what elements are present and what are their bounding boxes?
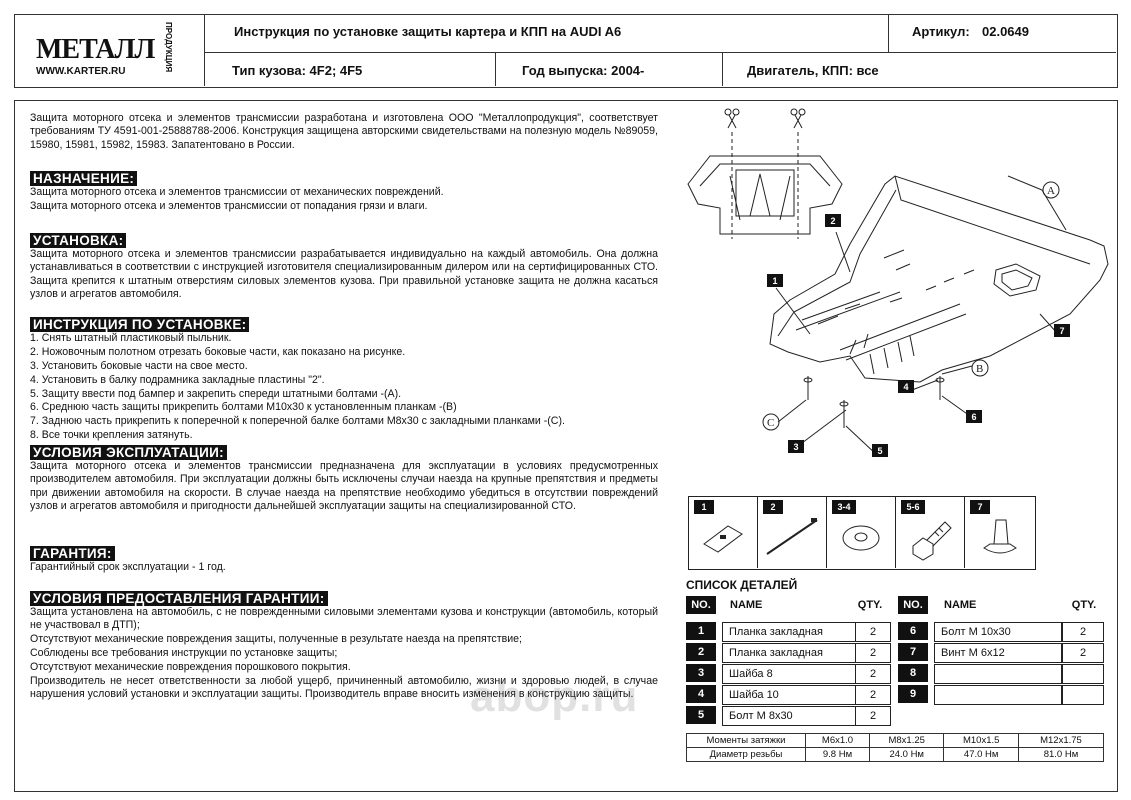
torque-label: Диаметр резьбы <box>687 748 806 762</box>
step-5: 5. Защиту ввести под бампер и закрепить спереди штатными болтами -(A). <box>30 388 402 400</box>
row-name: Винт М 6х12 <box>934 643 1062 663</box>
engine: Двигатель, КПП: все <box>747 63 879 78</box>
warranty-conditions-title: УСЛОВИЯ ПРЕДОСТАВЛЕНИЯ ГАРАНТИИ: <box>30 591 328 606</box>
label-letter-c: C <box>767 417 775 429</box>
torque-row-sizes <box>687 734 1104 748</box>
row-no: 3 <box>686 664 716 682</box>
row-no: 5 <box>686 706 716 724</box>
parts-header-qty: QTY. <box>857 599 883 611</box>
row-name: Шайба 8 <box>722 664 856 684</box>
row-qty: 2 <box>855 664 891 684</box>
installation-diagram <box>670 104 1110 474</box>
scissors-icon <box>791 109 805 128</box>
operation-title: УСЛОВИЯ ЭКСПЛУАТАЦИИ: <box>30 445 227 460</box>
row-qty: 2 <box>1062 622 1104 642</box>
warranty-conditions-text1: Защита установлена на автомобиль, с не поврежденными силовыми элементами кузова и конструкции (автомобиль, который не участвовал в ДТП); <box>30 606 658 632</box>
row-no: 9 <box>898 685 928 703</box>
label-letter-b: B <box>976 363 984 375</box>
part-number-tags <box>767 214 1070 457</box>
row-name: Шайба 10 <box>722 685 856 705</box>
screw-icon <box>980 514 1020 562</box>
article-label: Артикул: <box>912 24 970 39</box>
row-no: 6 <box>898 622 928 640</box>
part-icon-2 <box>757 496 827 568</box>
part-icon-7 <box>964 496 1034 568</box>
washer-icon <box>838 520 884 556</box>
warranty-title: ГАРАНТИЯ: <box>30 546 115 561</box>
step-6: 6. Среднюю часть защиты прикрепить болтами М10х30 к установленным планкам -(B) <box>30 401 457 413</box>
tag-6: 6 <box>971 412 977 422</box>
logo-sub: ПРОДУКЦИЯ <box>164 22 173 73</box>
torque-table <box>686 733 1104 762</box>
row-name: Планка закладная <box>722 622 856 642</box>
warranty-conditions-line-2: Соблюдены все требования инструкции по установке защиты; <box>30 647 338 659</box>
header-divider-2 <box>495 52 496 86</box>
bolt-icon <box>907 514 955 562</box>
tag-4: 4 <box>903 382 909 392</box>
operation-text: Защита моторного отсека и элементов трансмиссии предназначена для эксплуатации в условиях предусмотренных производителем автомобиля. При эксплуатации должны быть исключены случаи наезда на крупные препятствия и предметы при движении автомобиля на скорости. В случае наезда на препятствие необходимо убедиться в отсутствии повреждений узлов и агрегатов автомобиля и пригодности дальнейшей эксплуатации защиты на специализированной СТО. <box>30 460 658 513</box>
row-no: 2 <box>686 643 716 661</box>
torque-cell: М8х1.25 <box>869 734 943 748</box>
parts-header-no-right: NO. <box>898 596 928 614</box>
plate-icon <box>702 522 744 556</box>
logo-url: WWW.KARTER.RU <box>36 66 126 77</box>
row-name <box>934 664 1062 684</box>
step-4: 4. Установить в балку подрамника закладные пластины "2". <box>30 374 325 386</box>
install-text: Защита моторного отсека и элементов трансмиссии разрабатывается индивидуально на каждый автомобиль. Она должна устанавливаться в соответствии с инструкцией изготовителя специализированным дилером или на сертифицированных СТО. Защита крепится к штатным отверстиям силовых элементов кузова. При правильной установке защита не должна касаться узлов и агрегатов автомобиля. <box>30 248 658 301</box>
parts-header-name: NAME <box>730 599 763 611</box>
parts-header-name-right: NAME <box>944 599 977 611</box>
part-icon-5-6 <box>895 496 965 568</box>
purpose-title: НАЗНАЧЕНИЕ: <box>30 171 137 186</box>
row-qty <box>1062 685 1104 705</box>
part-icon-1 <box>688 496 758 568</box>
torque-row-values <box>687 748 1104 762</box>
parts-header-qty-right: QTY. <box>1071 599 1097 611</box>
warranty-conditions-text2: Производитель не несет ответственности за любой ущерб, причиненный автомобилю, жизни и здоровью людей, в случае нарушения условий установки и эксплуатации защиты. Производитель вправе вносить изменения в конструкцию защиты. <box>30 675 658 701</box>
row-qty: 2 <box>855 706 891 726</box>
purpose-line-1: Защита моторного отсека и элементов трансмиссии от механических повреждений. <box>30 186 444 198</box>
torque-cell: 81.0 Нм <box>1018 748 1103 762</box>
step-1: 1. Снять штатный пластиковый пыльник. <box>30 332 232 344</box>
warranty-conditions-line-1: Отсутствуют механические повреждения защиты, полученные в результате наезда на препятствие; <box>30 633 522 645</box>
year: Год выпуска: 2004- <box>522 63 645 78</box>
header-hline <box>204 52 1116 53</box>
part-icon-2-tag: 2 <box>763 500 783 514</box>
strip-icon <box>763 514 821 558</box>
row-no: 4 <box>686 685 716 703</box>
row-name: Болт М 8х30 <box>722 706 856 726</box>
row-name: Планка закладная <box>722 643 856 663</box>
body-type: Тип кузова: 4F2; 4F5 <box>232 63 363 78</box>
torque-cell: 24.0 Нм <box>869 748 943 762</box>
tag-1: 1 <box>772 276 778 286</box>
intro-text: Защита моторного отсека и элементов трансмиссии разработана и изготовлена ООО "Металлопродукция", соответствует требованиям ТУ 4591-001-25888788-2006. Конструкция защищена авторскими свидетельствами на полезную модель №89059, 15980, 15981, 15982, 15983. Запатентовано в России. <box>30 112 658 151</box>
part-icon-7-tag: 7 <box>970 500 990 514</box>
part-icon-5-6-tag: 5-6 <box>901 500 925 514</box>
tag-5: 5 <box>877 446 883 456</box>
label-letter-a: A <box>1047 185 1055 197</box>
step-7: 7. Заднюю часть прикрепить к поперечной к поперечной балке болтами М8х30 с закладными планками -(C). <box>30 415 565 427</box>
row-no: 1 <box>686 622 716 640</box>
row-qty: 2 <box>855 685 891 705</box>
row-qty: 2 <box>1062 643 1104 663</box>
warranty-conditions-line-3: Отсутствуют механические повреждения порошкового покрытия. <box>30 661 351 673</box>
torque-cell: 9.8 Нм <box>806 748 870 762</box>
logo-text: МЕТАЛЛ <box>36 34 155 65</box>
row-qty <box>1062 664 1104 684</box>
scissors-icon <box>725 109 739 128</box>
row-qty: 2 <box>855 622 891 642</box>
tag-7: 7 <box>1059 326 1065 336</box>
header-divider <box>888 14 889 52</box>
torque-cell: М12х1.75 <box>1018 734 1103 748</box>
part-icon-1-tag: 1 <box>694 500 714 514</box>
torque-cell: 47.0 Нм <box>944 748 1018 762</box>
header-divider-3 <box>722 52 723 86</box>
row-no: 7 <box>898 643 928 661</box>
parts-header-no: NO. <box>686 596 716 614</box>
main-guard-plate <box>770 176 1108 382</box>
part-icon-3-4 <box>826 496 896 568</box>
torque-label: Моменты затяжки <box>687 734 806 748</box>
parts-list-title: СПИСОК ДЕТАЛЕЙ <box>686 578 798 592</box>
torque-cell: М10х1.5 <box>944 734 1018 748</box>
watermark: abop.ru <box>470 672 639 721</box>
purpose-line-2: Защита моторного отсека и элементов трансмиссии от попадания грязи и влаги. <box>30 200 428 212</box>
install-title: УСТАНОВКА: <box>30 233 126 248</box>
row-no: 8 <box>898 664 928 682</box>
part-icon-3-4-tag: 3-4 <box>832 500 856 514</box>
doc-title: Инструкция по установке защиты картера и КПП на AUDI A6 <box>234 24 622 39</box>
instructions-title: ИНСТРУКЦИЯ ПО УСТАНОВКЕ: <box>30 317 249 332</box>
step-2: 2. Ножовочным полотном отрезать боковые части, как показано на рисунке. <box>30 346 406 358</box>
step-8: 8. Все точки крепления затянуть. <box>30 429 193 441</box>
article-value: 02.0649 <box>982 24 1029 39</box>
torque-cell: М6х1.0 <box>806 734 870 748</box>
logo <box>14 14 205 86</box>
row-name: Болт М 10х30 <box>934 622 1062 642</box>
row-name <box>934 685 1062 705</box>
tag-2: 2 <box>830 216 836 226</box>
step-3: 3. Установить боковые части на свое место. <box>30 360 248 372</box>
row-qty: 2 <box>855 643 891 663</box>
warranty-text: Гарантийный срок эксплуатации - 1 год. <box>30 561 226 573</box>
tag-3: 3 <box>793 442 799 452</box>
